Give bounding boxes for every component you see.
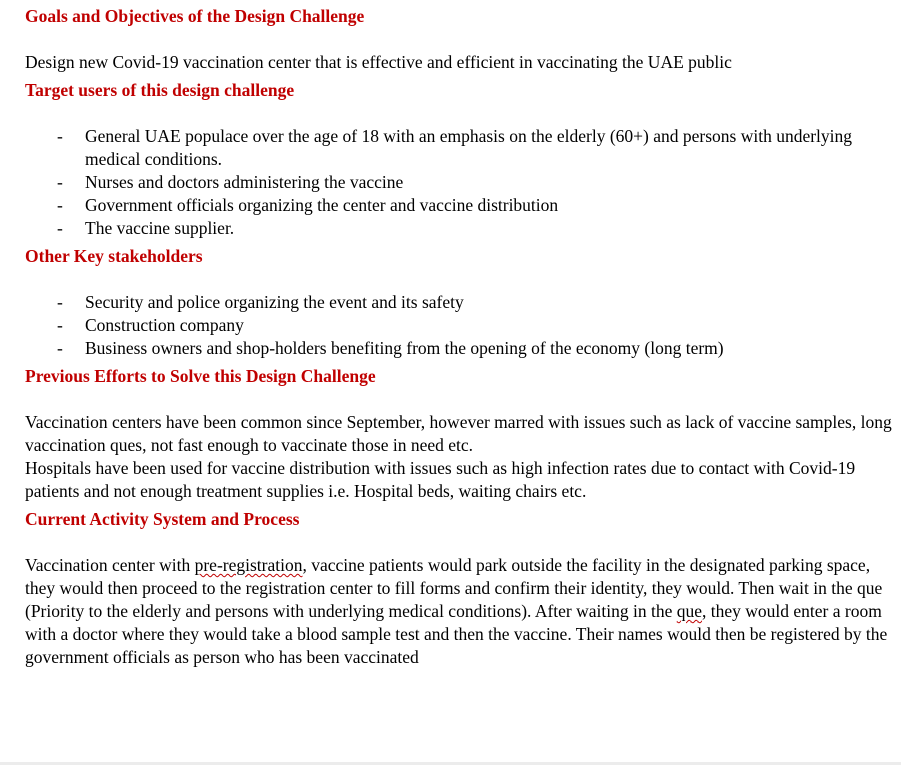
- list-item: - Business owners and shop-holders benefiting from the opening of the economy (long term): [25, 337, 895, 360]
- list-item: - Nurses and doctors administering the vaccine: [25, 171, 895, 194]
- current-activity-paragraph: [25, 554, 895, 669]
- current-activity-heading: Current Activity System and Process: [25, 509, 300, 529]
- stakeholders-heading: Other Key stakeholders: [25, 246, 203, 266]
- current-activity-text: Vaccination center with: [25, 555, 195, 575]
- previous-efforts-paragraph-2: Hospitals have been used for vaccine distribution with issues such as high infection rates due to contact with Covid-19 patients and not enough treatment supplies i.e. Hospital beds, waiting chairs etc.: [25, 458, 856, 501]
- current-activity-text: , vaccine patients would park outside the facility in the designated parking space, they would then proceed to the registration center to fill forms and confirm their identity, they would. Then wait in the: [25, 555, 871, 598]
- previous-efforts-paragraph-1: Vaccination centers have been common since September, however marred with issues such as lack of vaccine samples, long vaccination ques, not fast enough to vaccinate those in need etc.: [25, 412, 892, 455]
- list-item: - General UAE populace over the age of 18 with an emphasis on the elderly (60+) and persons with underlying medical conditions.: [25, 125, 895, 171]
- stakeholders-list: [25, 291, 895, 360]
- spelling-flagged-word: pre-registration: [194, 555, 303, 575]
- spelling-flagged-word: que: [676, 601, 703, 621]
- list-item: - Government officials organizing the center and vaccine distribution: [25, 194, 895, 217]
- target-users-heading: Target users of this design challenge: [25, 80, 295, 100]
- goals-text: Design new Covid-19 vaccination center that is effective and efficient in vaccinating the UAE public: [25, 52, 732, 72]
- list-item: - Construction company: [25, 314, 895, 337]
- document-body: [25, 0, 895, 669]
- target-users-list: [25, 125, 895, 240]
- current-activity-text: , they would enter a room with a doctor where they would take a blood sample test and then the vaccine. Their names would then be registered by the government officials as person who has been vaccinated: [25, 601, 888, 667]
- goals-heading: Goals and Objectives of the Design Challenge: [25, 6, 365, 26]
- previous-efforts-heading: Previous Efforts to Solve this Design Challenge: [25, 366, 376, 386]
- current-activity-text: (Priority to the elderly and persons with underlying medical conditions). After waiting in the: [25, 601, 677, 621]
- current-activity-text: que: [857, 578, 883, 598]
- list-item: - The vaccine supplier.: [25, 217, 895, 240]
- list-item: - Security and police organizing the event and its safety: [25, 291, 895, 314]
